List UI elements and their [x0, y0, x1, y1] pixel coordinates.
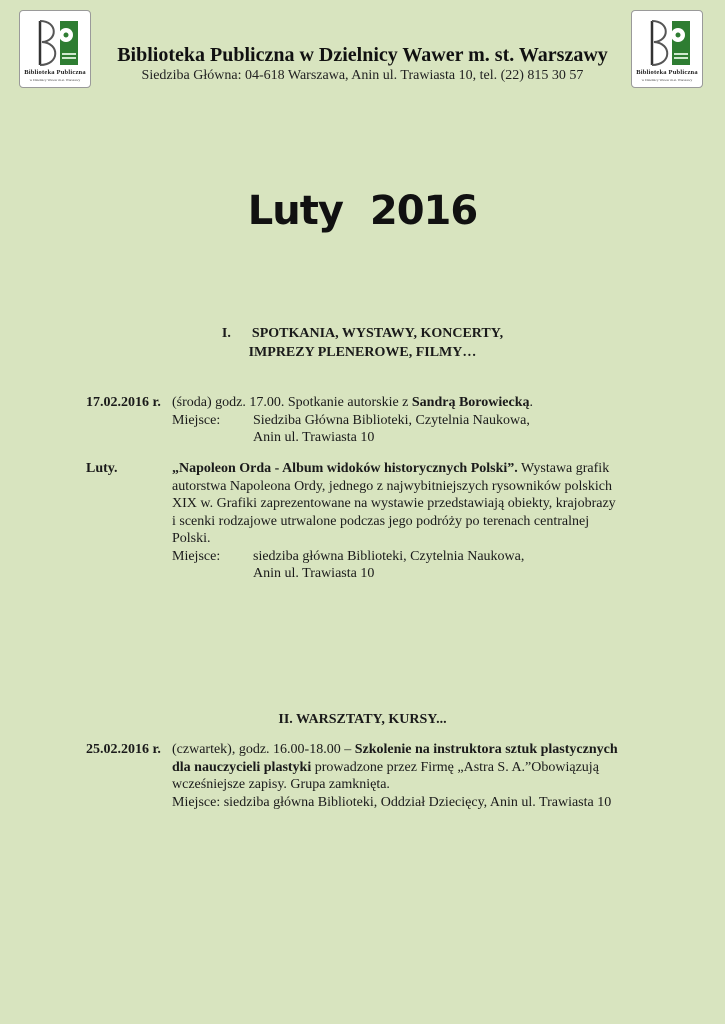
- event-description-line: [172, 460, 642, 478]
- event-text: Wystawa grafik: [517, 461, 610, 476]
- event-date: Luty.: [86, 461, 118, 476]
- place-label: Miejsce:: [172, 548, 221, 564]
- event-text: prowadzone przez Firmę „Astra S. A.”Obowiązują: [311, 759, 599, 775]
- event-body: [172, 460, 642, 583]
- section-1-heading: [0, 326, 725, 342]
- event-text: .: [529, 395, 533, 410]
- event-description-line: wcześniejsze zapisy. Grupa zamknięta.: [172, 777, 390, 792]
- section-1-title-line2: IMPREZY PLENEROWE, FILMY…: [248, 345, 477, 360]
- event-author-name: Sandrą Borowiecką: [411, 395, 530, 410]
- place-line: Siedziba Główna Biblioteki, Czytelnia Naukowa,: [253, 412, 530, 428]
- place-line: Anin ul. Trawiasta 10: [253, 566, 375, 581]
- event-text: (środa) godz. 17.00. Spotkanie autorskie z: [172, 395, 412, 410]
- section-1-number: I.: [221, 326, 231, 341]
- event-place: [172, 548, 642, 566]
- logo-subtext: w Dzielnicy Wawer m.st. Warszawy: [641, 78, 693, 82]
- month-title: Luty 2016: [247, 188, 478, 234]
- place-line: Anin ul. Trawiasta 10: [253, 430, 375, 445]
- event-description-line: Polski.: [172, 531, 211, 546]
- event-description-line: i scenki rodzajowe utrwalone podczas jego podróży po terenach centralnej: [172, 513, 590, 529]
- event-body: [172, 741, 642, 811]
- event-description: [172, 394, 642, 412]
- exhibition-title: „Napoleon Orda - Album widoków historycznych Polski”.: [172, 461, 518, 476]
- event-description-line: autorstwa Napoleona Ordy, jednego z najwybitniejszych rysowników polskich: [172, 478, 612, 494]
- workshop-title: Szkolenie na instruktora sztuk plastycznych: [354, 742, 618, 757]
- event-description-line: XIX w. Grafiki zaprezentowane na wystawie przedstawiają obiekty, krajobrazy: [172, 496, 616, 511]
- event-body: [172, 394, 642, 447]
- event-place: Miejsce: siedziba główna Biblioteki, Oddział Dziecięcy, Anin ul. Trawiasta 10: [172, 794, 612, 810]
- event-date: 25.02.2016 r.: [86, 742, 161, 757]
- place-line: siedziba główna Biblioteki, Czytelnia Naukowa,: [253, 548, 525, 564]
- event-description-line: [172, 741, 642, 759]
- workshop-title: dla nauczycieli plastyki: [172, 759, 312, 775]
- event-text: (czwartek), godz. 16.00-18.00 –: [172, 742, 355, 757]
- place-label: Miejsce:: [172, 412, 221, 428]
- logo-subtext: w Dzielnicy Wawer m.st. Warszawy: [29, 78, 81, 82]
- section-1-title-line1: SPOTKANIA, WYSTAWY, KONCERTY,: [251, 326, 504, 341]
- library-name-heading: Biblioteka Publiczna w Dzielnicy Wawer m. st. Warszawy: [117, 44, 608, 66]
- event-date: 17.02.2016 r.: [86, 395, 161, 410]
- library-address: Siedziba Główna: 04-618 Warszawa, Anin ul. Trawiasta 10, tel. (22) 815 30 57: [141, 68, 584, 83]
- logo-text: Biblioteka Publiczna: [636, 69, 698, 76]
- event-description-line: [172, 759, 642, 777]
- section-2-heading: II. WARSZTATY, KURSY...: [278, 712, 447, 727]
- logo-text: Biblioteka Publiczna: [24, 69, 86, 76]
- event-place: [172, 412, 642, 430]
